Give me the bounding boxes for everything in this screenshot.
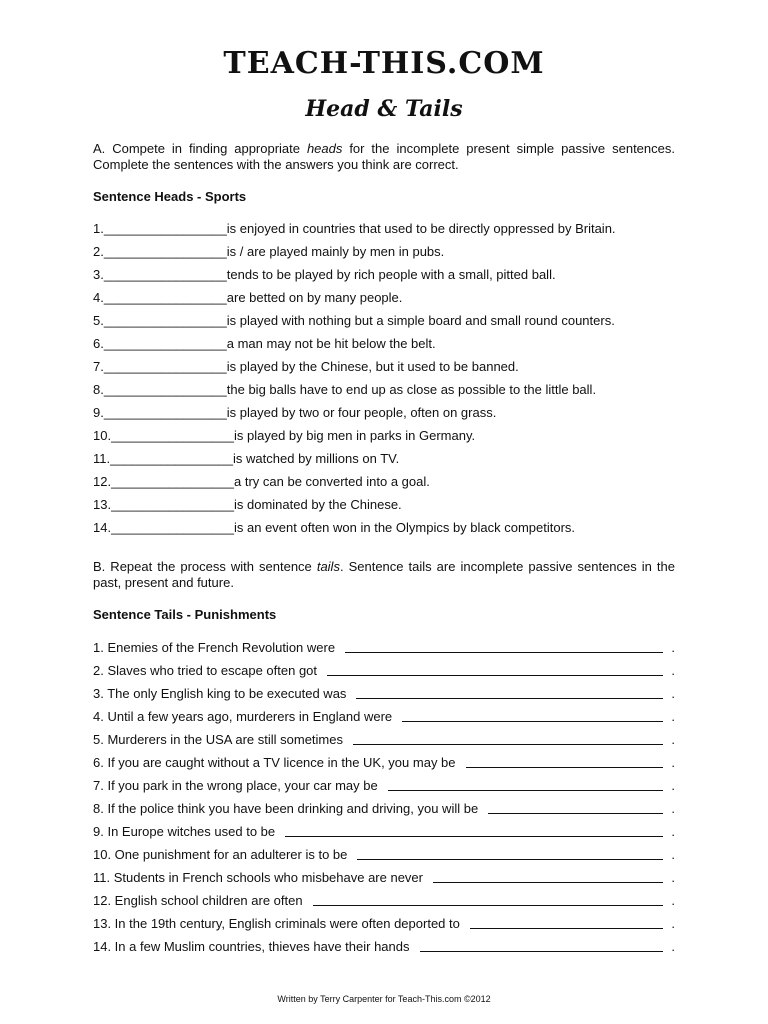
instruction-b-post: . Sentence tails are incomplete passive sentences in the past, present and future. xyxy=(93,559,675,590)
answer-line[interactable] xyxy=(470,916,664,929)
tails-item xyxy=(93,893,675,916)
site-title: TEACH-THIS.COM xyxy=(223,46,545,81)
item-number: 11. xyxy=(93,451,111,466)
item-text: 8. If the police think you have been drinking and driving, you will be xyxy=(93,801,479,816)
answer-line[interactable] xyxy=(388,778,664,791)
tails-item xyxy=(93,916,675,939)
end-period: . xyxy=(671,824,675,839)
tails-item xyxy=(93,939,675,962)
item-text: a try can be converted into a goal. xyxy=(234,474,430,489)
answer-blank[interactable]: _________________ xyxy=(110,451,234,466)
answer-blank[interactable]: _________________ xyxy=(103,382,227,397)
heads-item xyxy=(93,244,675,267)
heads-item xyxy=(93,359,675,382)
item-text: is played by big men in parks in Germany. xyxy=(234,428,476,443)
item-number: 1. xyxy=(93,221,104,236)
answer-blank[interactable]: _________________ xyxy=(103,359,227,374)
item-text: are betted on by many people. xyxy=(226,290,403,305)
item-text: is watched by millions on TV. xyxy=(233,451,400,466)
item-text: a man may not be hit below the belt. xyxy=(226,336,436,351)
item-text: 7. If you park in the wrong place, your car may be xyxy=(93,778,378,793)
tails-item xyxy=(93,686,675,709)
answer-line[interactable] xyxy=(402,709,663,722)
item-text: is an event often won in the Olympics by black competitors. xyxy=(234,520,576,535)
heads-item xyxy=(93,382,675,405)
item-text: 3. The only English king to be executed was xyxy=(93,686,347,701)
item-text: 1. Enemies of the French Revolution were xyxy=(93,640,336,655)
answer-blank[interactable]: _________________ xyxy=(103,244,227,259)
tails-item xyxy=(93,640,675,663)
tails-list xyxy=(93,640,675,962)
item-text: is dominated by the Chinese. xyxy=(234,497,402,512)
item-text: 5. Murderers in the USA are still sometimes xyxy=(93,732,343,747)
item-number: 14. xyxy=(93,520,112,535)
answer-blank[interactable]: _________________ xyxy=(111,520,234,535)
end-period: . xyxy=(671,893,675,908)
end-period: . xyxy=(671,732,675,747)
footer-credit: Written by Terry Carpenter for Teach-This.com ©2012 xyxy=(277,994,491,1004)
worksheet-title: Head & Tails xyxy=(305,96,463,122)
tails-item xyxy=(93,755,675,778)
answer-blank[interactable]: _________________ xyxy=(103,336,227,351)
tails-item xyxy=(93,801,675,824)
item-text: 9. In Europe witches used to be xyxy=(93,824,276,839)
answer-line[interactable] xyxy=(433,870,663,883)
heads-item xyxy=(93,267,675,290)
item-number: 6. xyxy=(93,336,104,351)
instruction-a xyxy=(93,141,675,173)
answer-blank[interactable]: _________________ xyxy=(103,405,227,420)
tails-item xyxy=(93,709,675,732)
tails-item xyxy=(93,847,675,870)
item-number: 8. xyxy=(93,382,104,397)
section-heading-heads: Sentence Heads - Sports xyxy=(93,189,247,204)
item-text: 2. Slaves who tried to escape often got xyxy=(93,663,318,678)
item-text: 13. In the 19th century, English criminals were often deported to xyxy=(93,916,460,931)
item-number: 5. xyxy=(93,313,104,328)
heads-list xyxy=(93,221,675,543)
heads-item xyxy=(93,405,675,428)
item-text: 6. If you are caught without a TV licence in the UK, you may be xyxy=(93,755,456,770)
tails-item xyxy=(93,778,675,801)
end-period: . xyxy=(671,778,675,793)
item-number: 3. xyxy=(93,267,104,282)
item-number: 13. xyxy=(93,497,112,512)
item-text: the big balls have to end up as close as possible to the little ball. xyxy=(226,382,597,397)
end-period: . xyxy=(671,755,675,770)
item-text: 10. One punishment for an adulterer is to be xyxy=(93,847,348,862)
answer-blank[interactable]: _________________ xyxy=(103,290,227,305)
answer-blank[interactable]: _________________ xyxy=(111,474,234,489)
answer-line[interactable] xyxy=(356,686,663,699)
instruction-a-emphasis: heads xyxy=(306,141,343,156)
end-period: . xyxy=(671,640,675,655)
tails-item xyxy=(93,732,675,755)
instruction-a-post: for the incomplete present simple passive sentences. Complete the sentences with the answers you think are correct. xyxy=(93,141,675,172)
heads-item xyxy=(93,313,675,336)
end-period: . xyxy=(671,709,675,724)
item-number: 4. xyxy=(93,290,104,305)
tails-item xyxy=(93,824,675,847)
end-period: . xyxy=(671,801,675,816)
item-number: 7. xyxy=(93,359,104,374)
answer-blank[interactable]: _________________ xyxy=(111,428,234,443)
item-text: 11. Students in French schools who misbehave are never xyxy=(93,870,423,885)
answer-blank[interactable]: _________________ xyxy=(103,221,227,236)
heads-item xyxy=(93,221,675,244)
item-number: 10. xyxy=(93,428,112,443)
instruction-b-pre: B. Repeat the process with sentence xyxy=(93,559,317,574)
item-text: is played by two or four people, often on grass. xyxy=(226,405,497,420)
end-period: . xyxy=(671,870,675,885)
tails-item xyxy=(93,870,675,893)
end-period: . xyxy=(671,686,675,701)
answer-blank[interactable]: _________________ xyxy=(103,313,227,328)
answer-line[interactable] xyxy=(357,847,663,860)
heads-item xyxy=(93,497,675,520)
heads-item xyxy=(93,451,675,474)
end-period: . xyxy=(671,916,675,931)
end-period: . xyxy=(671,847,675,862)
heads-item xyxy=(93,428,675,451)
item-text: 14. In a few Muslim countries, thieves have their hands xyxy=(93,939,410,954)
answer-blank[interactable]: _________________ xyxy=(111,497,234,512)
item-number: 2. xyxy=(93,244,104,259)
item-text: is played by the Chinese, but it used to be banned. xyxy=(226,359,519,374)
instruction-b-emphasis: tails xyxy=(316,559,340,574)
heads-item xyxy=(93,520,675,543)
item-text: is enjoyed in countries that used to be directly oppressed by Britain. xyxy=(226,221,616,236)
tails-item xyxy=(93,663,675,686)
instruction-b xyxy=(93,559,675,591)
answer-line[interactable] xyxy=(466,755,664,768)
heads-item xyxy=(93,474,675,497)
item-text: is played with nothing but a simple board and small round counters. xyxy=(226,313,615,328)
answer-line[interactable] xyxy=(420,939,664,952)
answer-line[interactable] xyxy=(488,801,663,814)
item-number: 12. xyxy=(93,474,112,489)
answer-line[interactable] xyxy=(327,663,663,676)
answer-line[interactable] xyxy=(285,824,663,837)
end-period: . xyxy=(671,939,675,954)
section-heading-tails: Sentence Tails - Punishments xyxy=(93,607,277,622)
answer-line[interactable] xyxy=(353,732,663,745)
heads-item xyxy=(93,290,675,313)
answer-line[interactable] xyxy=(313,893,664,906)
end-period: . xyxy=(671,663,675,678)
item-text: 12. English school children are often xyxy=(93,893,303,908)
item-text: tends to be played by rich people with a small, pitted ball. xyxy=(226,267,556,282)
item-number: 9. xyxy=(93,405,104,420)
answer-line[interactable] xyxy=(345,640,663,653)
item-text: is / are played mainly by men in pubs. xyxy=(226,244,445,259)
item-text: 4. Until a few years ago, murderers in England were xyxy=(93,709,393,724)
instruction-a-pre: A. Compete in finding appropriate xyxy=(93,141,307,156)
heads-item xyxy=(93,336,675,359)
answer-blank[interactable]: _________________ xyxy=(103,267,227,282)
